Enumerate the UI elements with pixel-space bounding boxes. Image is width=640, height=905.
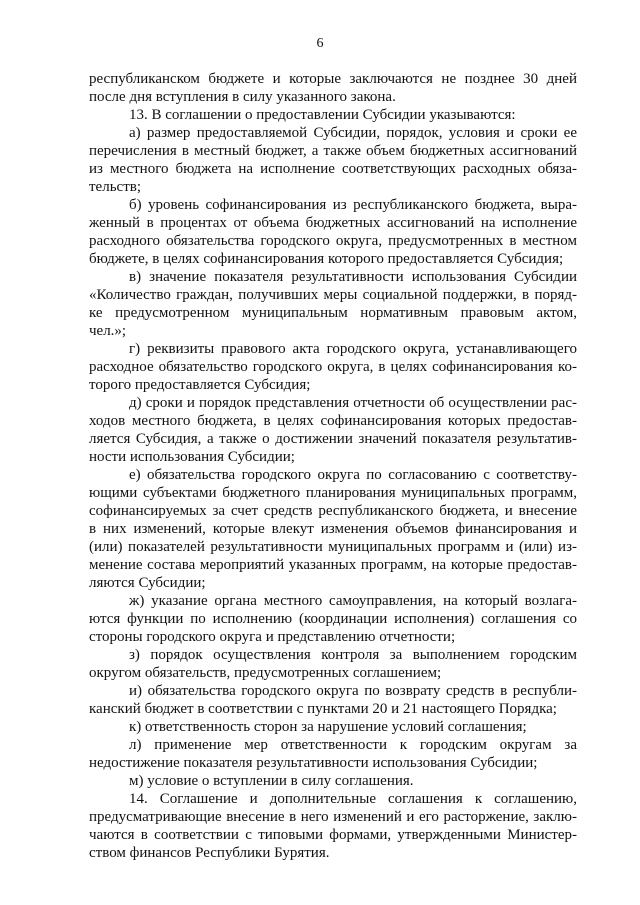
text-line: м) условие о вступлении в силу соглашения. bbox=[129, 773, 414, 789]
text-line: ются функции по исполнению (координации исполнения) соглашения со bbox=[89, 611, 577, 627]
text-line: (или) показателей результативности муниципальных программ и (или) из- bbox=[89, 539, 577, 555]
text-line: республиканском бюджете и которые заключаются не позднее 30 дней bbox=[89, 71, 577, 87]
text-line: д) сроки и порядок представления отчетности об осуществлении рас- bbox=[129, 395, 577, 411]
text-line: в них изменений, которые влекут изменения объемов финансирования и bbox=[89, 521, 577, 537]
text-line: предусматривающие внесение в него изменений и его расторжение, заклю- bbox=[89, 809, 577, 825]
text-line: бюджете, в целях софинансирования которого предоставляется Субсидия; bbox=[89, 251, 564, 267]
text-line: расходное обязательство городского округа, в целях софинансирования ко- bbox=[89, 359, 577, 375]
text-line: торого предоставляется Субсидия; bbox=[89, 377, 311, 393]
text-line: 14. Соглашение и дополнительные соглашения к соглашению, bbox=[129, 791, 577, 807]
text-line: е) обязательства городского округа по согласованию с соответству- bbox=[129, 467, 577, 483]
text-line: г) реквизиты правового акта городского округа, устанавливающего bbox=[129, 341, 577, 357]
text-line: чел.»; bbox=[89, 323, 127, 339]
text-line: чаются в соответствии с типовыми формами, утвержденными Министер- bbox=[89, 827, 577, 843]
text-line: менение состава мероприятий указанных программ, на которые предостав- bbox=[89, 557, 577, 573]
text-line: из местного бюджета на исполнение соответствующих расходных обяза- bbox=[89, 161, 577, 177]
text-line: ляются Субсидии; bbox=[89, 575, 206, 591]
text-line: к) ответственность сторон за нарушение условий соглашения; bbox=[129, 719, 527, 735]
text-line: после дня вступления в силу указанного закона. bbox=[89, 89, 396, 105]
text-line: округом обязательств, предусмотренных соглашением; bbox=[89, 665, 442, 681]
text-line: ке предусмотренном муниципальным нормативным правовым актом, bbox=[89, 305, 577, 321]
text-line: з) порядок осуществления контроля за выполнением городским bbox=[129, 647, 577, 663]
page-number: 6 bbox=[316, 36, 324, 51]
text-line: расходного обязательства городского округа, предусмотренных в местном bbox=[89, 233, 577, 249]
text-line: перечисления в местный бюджет, а также объем бюджетных ассигнований bbox=[89, 143, 577, 159]
text-line: ющими субъектами бюджетного планирования муниципальных программ, bbox=[89, 485, 577, 501]
text-line: 13. В соглашении о предоставлении Субсидии указываются: bbox=[129, 107, 516, 123]
text-line: в) значение показателя результативности использования Субсидии bbox=[129, 269, 577, 285]
text-line: л) применение мер ответственности к городским округам за bbox=[129, 737, 577, 753]
text-line: ности использования Субсидии; bbox=[89, 449, 295, 465]
text-line: а) размер предоставляемой Субсидии, порядок, условия и сроки ее bbox=[129, 125, 577, 141]
text-line: «Количество граждан, получивших меры социальной поддержки, в поряд- bbox=[89, 287, 577, 303]
text-line: ством финансов Республики Бурятия. bbox=[89, 845, 330, 861]
text-line: тельств; bbox=[89, 179, 142, 195]
text-line: б) уровень софинансирования из республиканского бюджета, выра- bbox=[129, 197, 577, 213]
text-line: ляется Субсидия, а также о достижении значений показателя результатив- bbox=[89, 431, 577, 447]
text-line: ходов местного бюджета, в целях софинансирования которых предостав- bbox=[89, 413, 577, 429]
text-line: и) обязательства городского округа по возврату средств в республи- bbox=[129, 683, 577, 699]
text-line: женный в процентах от объема бюджетных ассигнований на исполнение bbox=[89, 215, 577, 231]
text-line: канский бюджет в соответствии с пунктами 20 и 21 настоящего Порядка; bbox=[89, 701, 557, 717]
text-line: софинансируемых за счет средств республиканского бюджета, и внесение bbox=[89, 503, 577, 519]
document-body bbox=[89, 70, 577, 862]
text-line: ж) указание органа местного самоуправления, на который возлага- bbox=[129, 593, 577, 609]
text-line: стороны городского округа и представлению отчетности; bbox=[89, 629, 456, 645]
text-line: недостижение показателя результативности использования Субсидии; bbox=[89, 755, 538, 771]
